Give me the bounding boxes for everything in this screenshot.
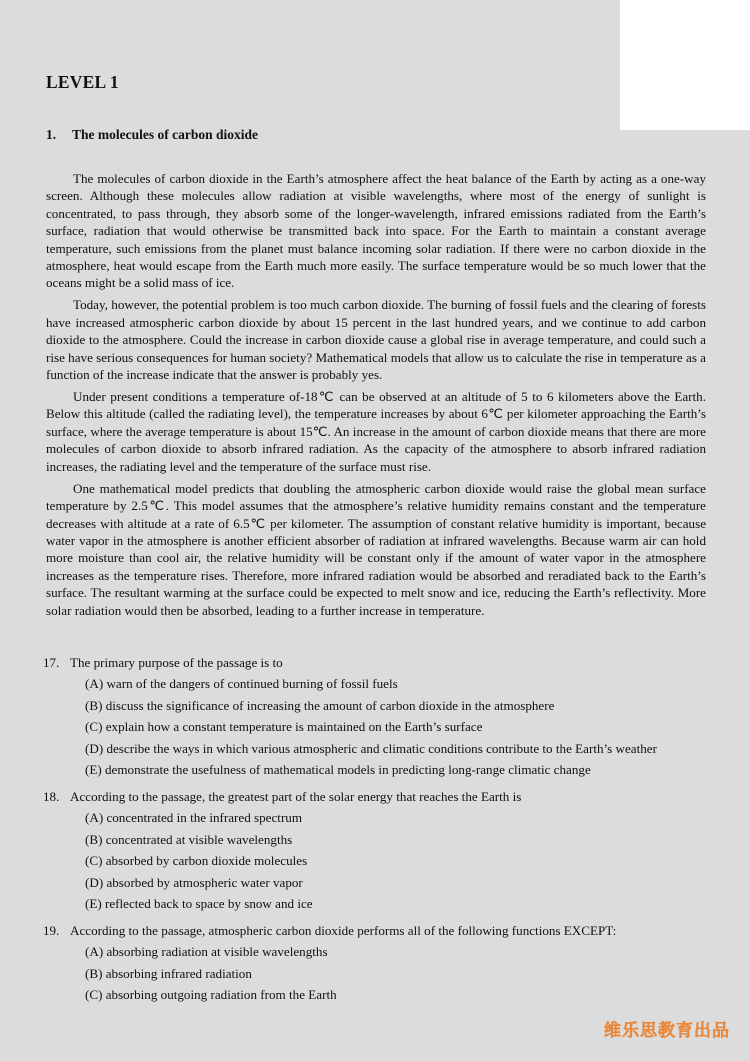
passage-paragraph: The molecules of carbon dioxide in the Earth’s atmosphere affect the heat balance of the Earth by acting as a one-way screen. Although these molecules allow radiation at visible wavelengths, where most of the energy of sunlight is concentrated, to pass through, they absorb some of the longer-wavelength, infrared emissions radiated from the Earth’s surface, radiation that would otherwise be transmitted back into space. For the Earth to maintain a constant average temperature, such emissions from the planet must balance incoming solar radiation. If there were no carbon dioxide in the atmosphere, heat would escape from the Earth much more easily. The surface temperature would be so much lower that the oceans might be a solid mass of ice.	[46, 171, 706, 291]
answer-option[interactable]: (A) warn of the dangers of continued burning of fossil fuels	[85, 676, 398, 691]
answer-option[interactable]: (D) absorbed by atmospheric water vapor	[85, 874, 303, 890]
reading-passage	[46, 170, 706, 624]
passage-paragraph: Under present conditions a temperature of-18℃ can be observed at an altitude of 5 to 6 kilometers above the Earth. Below this altitude (called the radiating level), the temperature increases by about 6℃ per kilometer approaching the Earth’s surface, where the average temperature is about 15℃. An increase in the amount of carbon dioxide means that there are more molecules of carbon dioxide to absorb infrared radiation. As the capacity of the atmosphere to absorb infrared radiation increases, the radiating level and the temperature of the surface must rise.	[46, 389, 706, 474]
level-title: LEVEL 1	[46, 72, 119, 92]
answer-option[interactable]: (B) concentrated at visible wavelengths	[85, 831, 293, 847]
answer-option[interactable]: (B) discuss the significance of increasing the amount of carbon dioxide in the atmosphere	[85, 697, 555, 713]
answer-option[interactable]: (C) explain how a constant temperature is maintained on the Earth’s surface	[85, 719, 483, 735]
question-stem	[43, 787, 708, 807]
section-heading	[46, 127, 258, 143]
section-number: 1.	[46, 127, 57, 142]
passage-paragraph: One mathematical model predicts that doubling the atmospheric carbon dioxide would raise the global mean surface temperature by 2.5℃. This model assumes that the atmosphere’s relative humidity remains constant and the temperature decreases with altitude at a rate of 6.5℃ per kilometer. The assumption of constant relative humidity is important, because water vapor in the atmosphere is another efficient absorber of radiation at infrared wavelengths. Because warm air can hold more moisture than cool air, the relative humidity will be constant only if the amount of water vapor in the atmosphere increases as the temperature rises. Therefore, more infrared radiation would be absorbed and reradiated back to the Earth’s surface. The resultant warming at the surface could be expected to melt snow and ice, reducing the Earth’s reflectivity. More solar radiation would then be absorbed, leading to a further increase in temperature.	[46, 480, 706, 618]
question-text: According to the passage, the greatest part of the solar energy that reaches the Earth is	[70, 788, 522, 804]
answer-option[interactable]: (C) absorbed by carbon dioxide molecules	[85, 853, 308, 869]
question-number: 18.	[43, 788, 60, 804]
publisher-watermark: 维乐思教育出品	[604, 1021, 730, 1041]
question-17	[43, 653, 708, 781]
question-18	[43, 787, 708, 915]
section-title-text: The molecules of carbon dioxide	[72, 127, 258, 142]
answer-option[interactable]: (A) concentrated in the infrared spectrum	[85, 809, 303, 825]
answer-option[interactable]: (B) absorbing infrared radiation	[85, 965, 252, 981]
question-number: 17.	[43, 655, 60, 670]
answer-option[interactable]: (D) describe the ways in which various atmospheric and climatic conditions contribute to the Earth’s weather	[85, 740, 657, 756]
question-text: According to the passage, atmospheric carbon dioxide performs all of the following functions EXCEPT:	[70, 922, 617, 938]
white-corner-block	[620, 0, 750, 130]
answer-option[interactable]: (C) absorbing outgoing radiation from the Earth	[85, 987, 337, 1003]
question-list	[43, 653, 708, 1012]
question-text: The primary purpose of the passage is to	[70, 655, 283, 670]
answer-option[interactable]: (E) demonstrate the usefulness of mathematical models in predicting long-range climatic change	[85, 762, 591, 778]
question-19	[43, 921, 708, 1006]
question-stem	[43, 921, 708, 941]
answer-option[interactable]: (A) absorbing radiation at visible wavelengths	[85, 943, 328, 959]
answer-option[interactable]: (E) reflected back to space by snow and ice	[85, 896, 313, 912]
question-number: 19.	[43, 922, 60, 938]
passage-paragraph: Today, however, the potential problem is too much carbon dioxide. The burning of fossil fuels and the clearing of forests have increased atmospheric carbon dioxide by about 15 percent in the last hundred years, and we continue to add carbon dioxide to the atmosphere. Could the increase in carbon dioxide cause a global rise in average temperature, and could such a rise have serious consequences for human society? Mathematical models that allow us to calculate the rise in temperature as a function of the increase indicate that the answer is probably yes.	[46, 297, 706, 383]
question-stem	[43, 653, 708, 673]
